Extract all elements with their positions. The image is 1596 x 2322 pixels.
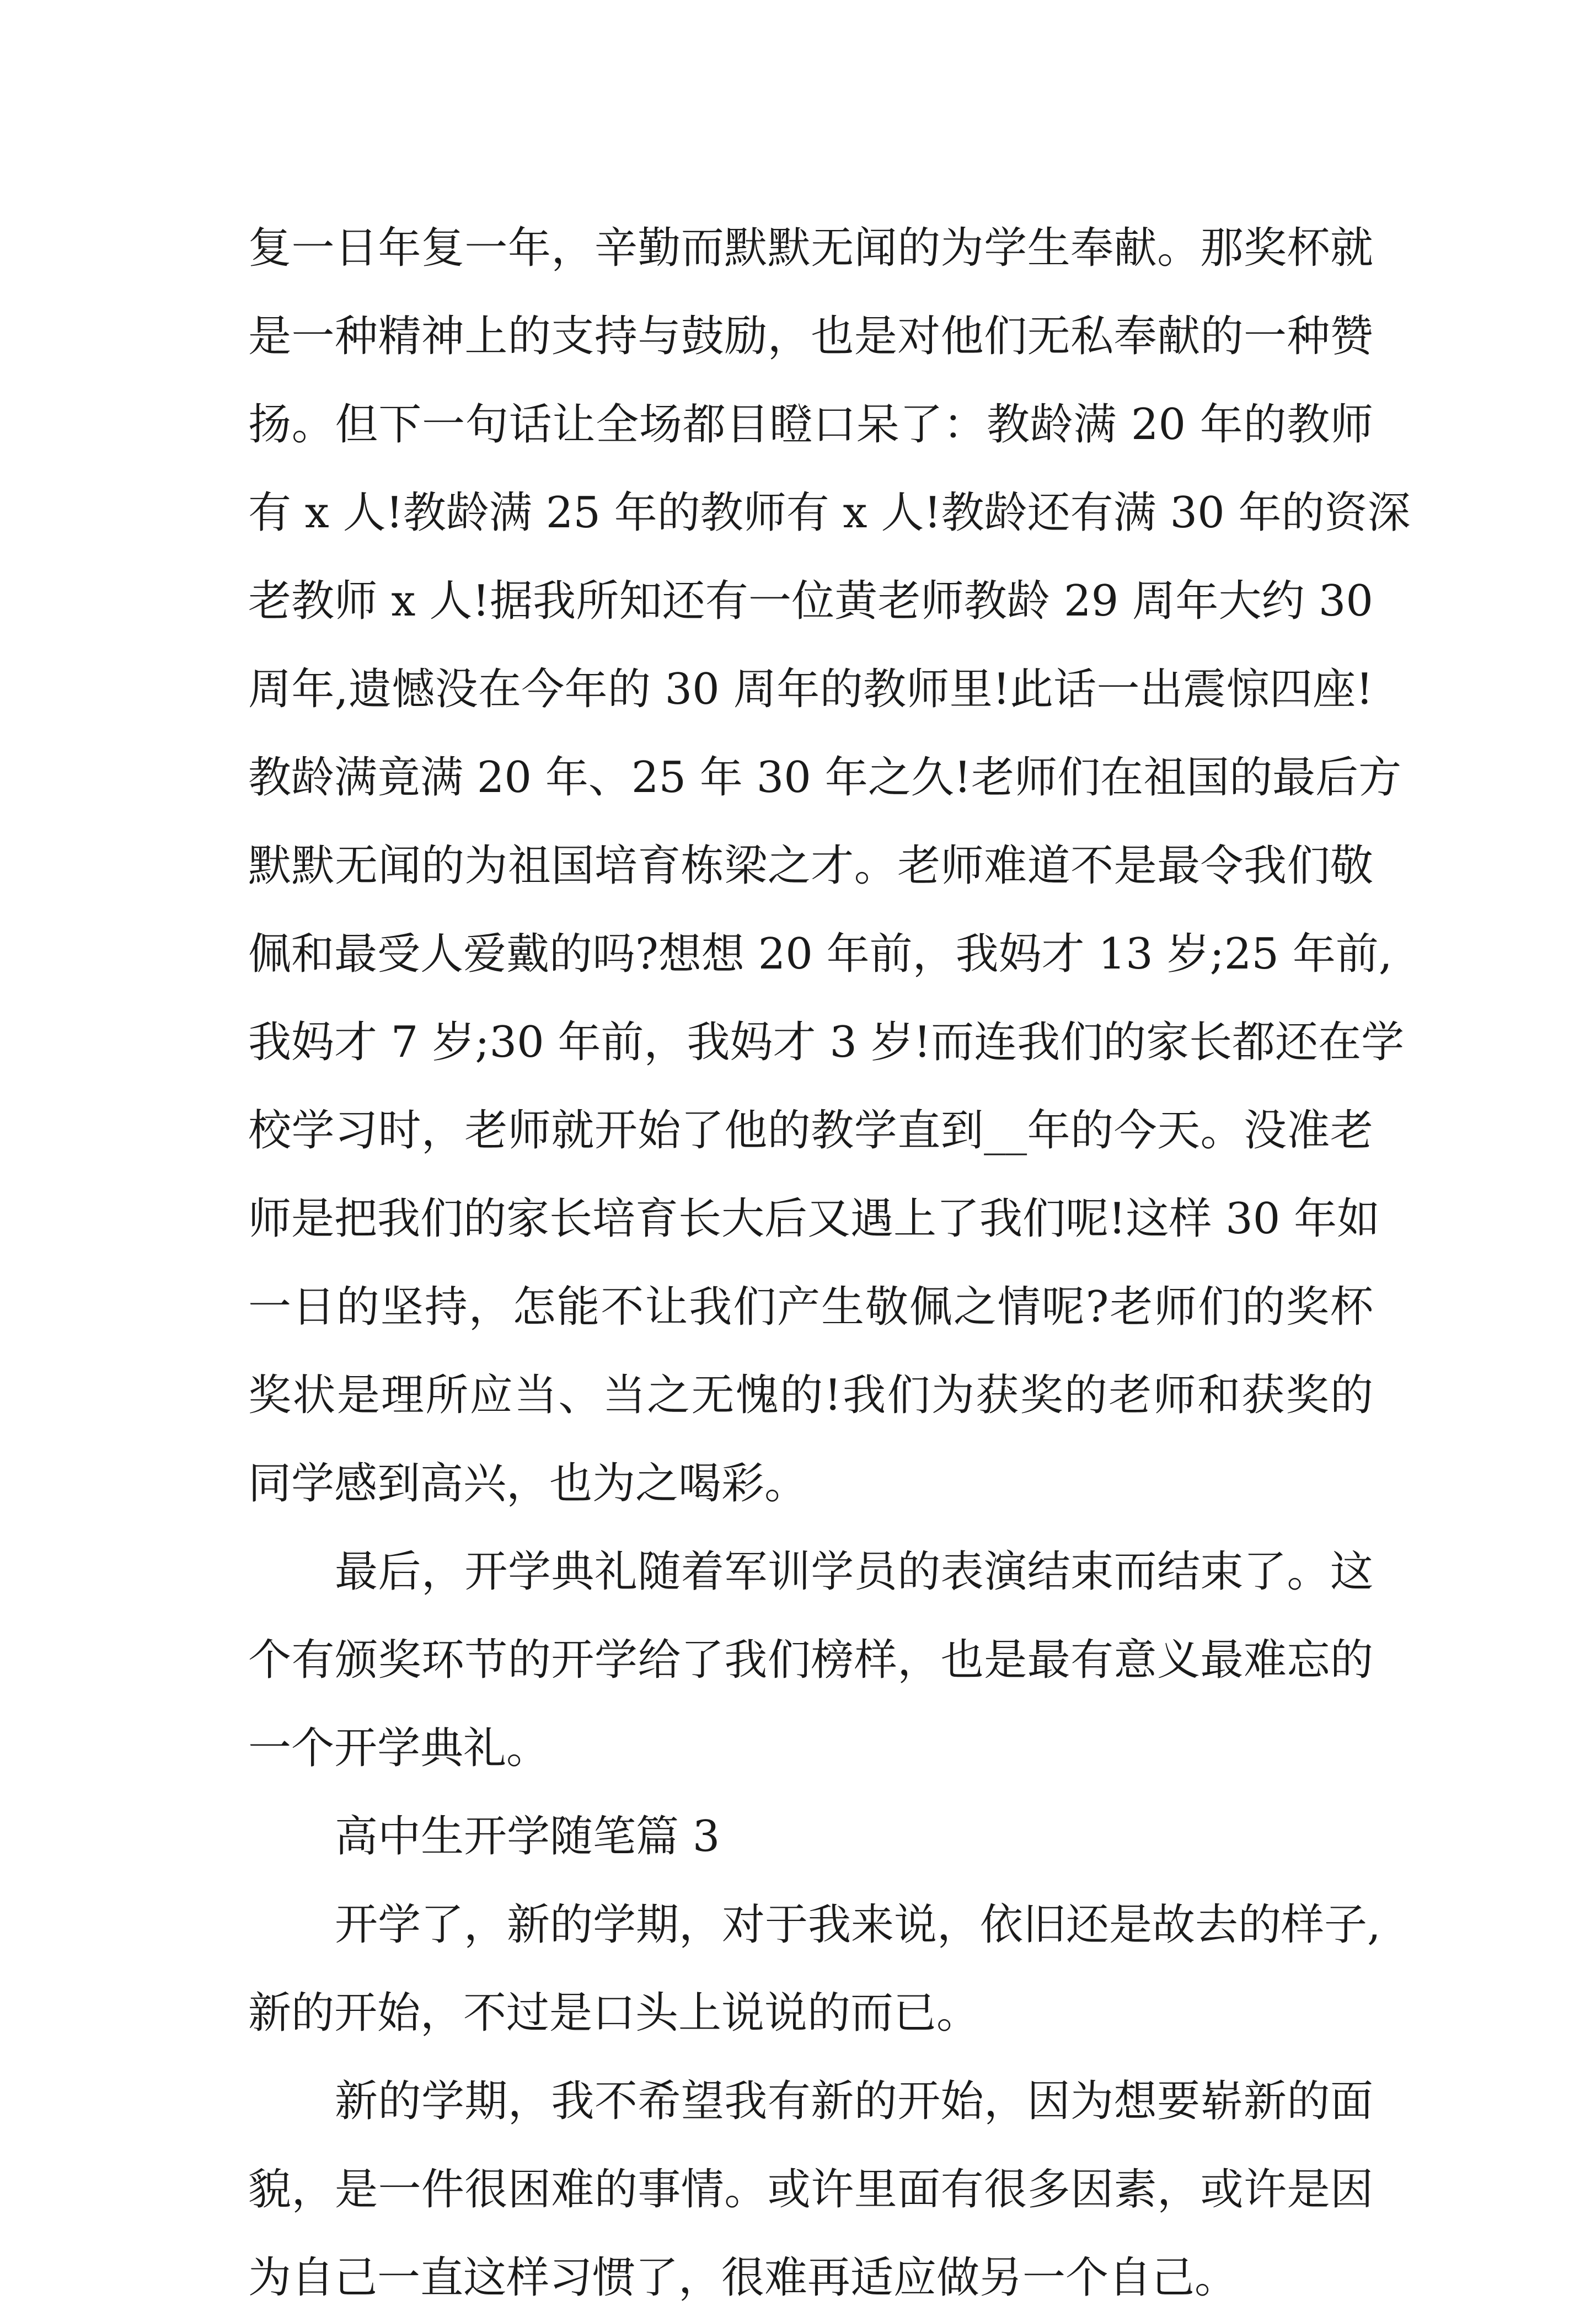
text-line: 最后，开学典礼随着军训学员的表演结束而结束了。这 [335, 1547, 1373, 1597]
text-line: 周年,遗憾没在今年的 30 周年的教师里!此话一出震惊四座! [248, 665, 1373, 714]
text-line: 扬。但下一句话让全场都目瞪口呆了：教龄满 20 年的教师 [248, 400, 1373, 450]
text-line: 教龄满竟满 20 年、25 年 30 年之久!老师们在祖国的最后方 [248, 753, 1402, 802]
text-line: 是一种精神上的支持与鼓励，也是对他们无私奉献的一种赞 [248, 312, 1373, 361]
text-line: 开学了，新的学期，对于我来说，依旧还是故去的样子, [335, 1900, 1381, 1950]
text-line: 同学感到高兴，也为之喝彩。 [248, 1459, 808, 1508]
text-line: 一个开学典礼。 [248, 1724, 550, 1773]
text-line: 奖状是理所应当、当之无愧的!我们为获奖的老师和获奖的 [248, 1371, 1373, 1420]
text-line: 新的学期，我不希望我有新的开始，因为想要崭新的面 [335, 2077, 1373, 2126]
text-line: 默默无闻的为祖国培育栋梁之才。老师难道不是最令我们敬 [248, 841, 1373, 891]
text-line: 个有颁奖环节的开学给了我们榜样，也是最有意义最难忘的 [248, 1635, 1373, 1685]
text-line: 我妈才 7 岁;30 年前，我妈才 3 岁!而连我们的家长都还在学 [248, 1018, 1405, 1067]
text-line: 佩和最受人爱戴的吗?想想 20 年前，我妈才 13 岁;25 年前, [248, 929, 1393, 979]
text-line: 为自己一直这样习惯了，很难再适应做另一个自己。 [248, 2253, 1238, 2303]
text-line: 老教师 x 人!据我所知还有一位黄老师教龄 29 周年大约 30 [248, 576, 1373, 626]
section-heading: 高中生开学随笔篇 3 [335, 1812, 720, 1861]
text-line: 一日的坚持，怎能不让我们产生敬佩之情呢?老师们的奖杯 [248, 1282, 1373, 1332]
text-line: 复一日年复一年，辛勤而默默无闻的为学生奉献。那奖杯就 [248, 223, 1373, 273]
text-line: 新的开始，不过是口头上说说的而已。 [248, 1988, 980, 2038]
text-line: 有 x 人!教龄满 25 年的教师有 x 人!教龄还有满 30 年的资深 [248, 488, 1411, 538]
text-line: 师是把我们的家长培育长大后又遇上了我们呢!这样 30 年如 [248, 1194, 1380, 1244]
text-line: 校学习时，老师就开始了他的教学直到__年的今天。没准老 [248, 1106, 1373, 1155]
text-line: 貌，是一件很困难的事情。或许里面有很多因素，或许是因 [248, 2165, 1373, 2214]
document-body [248, 204, 1411, 2322]
